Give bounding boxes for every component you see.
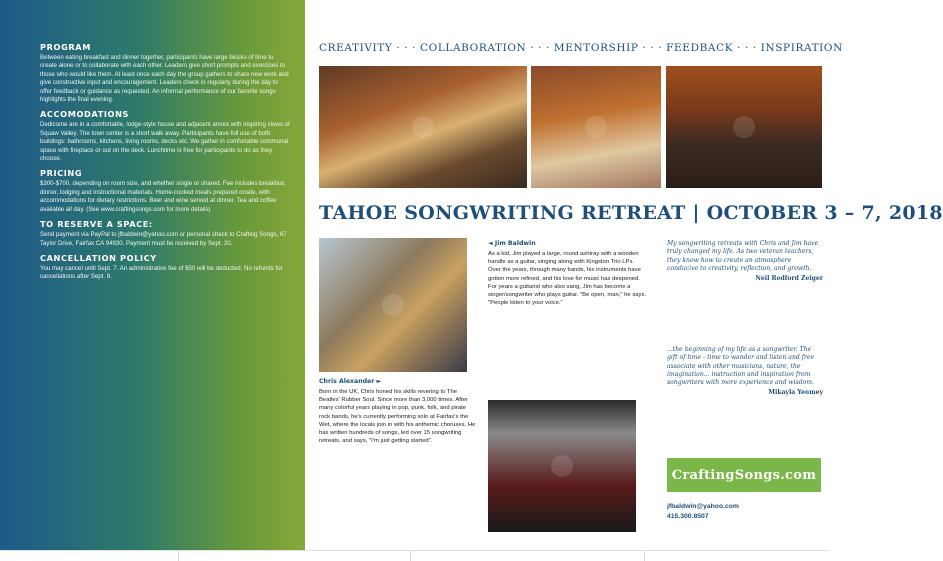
section-heading: PRICING <box>40 168 83 179</box>
photo-icon <box>733 116 755 138</box>
quote-text: My songwriting retreats with Chris and Jim have truly changed my life. As two veteran teachers, they know how to create an atmosphere conducive to creativity, reflection, and growth. <box>667 240 819 272</box>
section-text: Dedicome are in a comfortable, lodge-style house and adjacent annex with inspiring views of Squaw Valley. The town center is a short walk away. Participants have full use of both buildings: bathrooms, kitchens, living rooms, decks etc. We gather in comfortable communal space with fireplace or out on the deck. Lunchtime is free for participants to do as they choose. <box>40 121 290 163</box>
strip-divider <box>644 551 645 561</box>
photo-chris-alexander <box>319 238 467 372</box>
section-accomodations <box>40 109 291 163</box>
section-heading: ACCOMODATIONS <box>40 109 130 120</box>
quote-text: ...the beginning of my life as a songwriter. The gift of time - time to wander and listen and free associate with other musicians, nature, the imagination... instruction and inspiration from songwriters with more experience and wisdom. <box>667 346 815 387</box>
photo-jim-baldwin <box>488 400 636 532</box>
jim-bio: As a kid, Jim played a large, round ashtray with a wooden handle as a guitar, singing along with Kingston Trio LPs. Over the years, through many bands, his instruments have gotten more refined, and his love for music has deepened. For years a guitarist who also sang, Jim has become a singer/songwriter who plays guitar. "Be open, man," he says. "People listen to your voice." <box>488 251 647 307</box>
testimonial-quote-1 <box>667 240 823 283</box>
photo-icon <box>585 116 607 138</box>
photo-icon <box>551 455 573 477</box>
quote-author: Mikayla Yeomey <box>768 389 823 397</box>
section-program <box>40 42 291 104</box>
photo-living-room <box>319 66 527 188</box>
section-reserve <box>40 219 291 248</box>
bottom-strip <box>0 550 830 561</box>
strip-divider <box>178 551 179 561</box>
chris-bio: Born in the UK, Chris honed his skills revering to The Beatles' Rubber Soul. Since more than 3,000 times. After many colorful years playing in pop, punk, folk, and pirate rock bands, he's currently performing solo at Fairfax's the Wet, where the locals join in with his anthemic choruses. He has written hundreds of songs, led over 15 songwriting retreats, and says, "I'm just getting started". <box>319 389 476 445</box>
section-text: Send payment via PayPal to jfbaldwin@yahoo.com or personal check to Crafting Songs, 67 Taylor Drive, Fairfax CA 94930. Payment must be received by Sept. 20. <box>40 231 287 247</box>
contact-phone: 415.300.8507 <box>667 513 709 520</box>
quote-author: Neil Redford Zeiger <box>755 275 823 283</box>
photo-icon <box>412 116 434 138</box>
section-text: $300-$700, depending on room size, and whether single or shared. Fee includes breakfast, dinner, lodging and instructional materials. Home-cooked meals prepared onsite, with accommodations for dietary restrictions. Beer and wine served at dinner. Tea and coffee available all day. (See www.craftingsongs.com for more details) <box>40 180 286 213</box>
sidebar-panel <box>0 0 305 550</box>
main-panel <box>305 0 943 550</box>
photo-icon <box>382 294 404 316</box>
section-heading: TO RESERVE A SPACE: <box>40 219 153 230</box>
section-text: Between eating breakfast and dinner together, participants have large blocks of time to create alone or to collaborate with each other. Leaders give short prompts and exercises to those who would like them. At least once each day the group gathers to share new work and give constructive input and encouragement. Leaders check in regularly during the day to offer feedback or guidance as requested. An informal performance of our favorite songs highlights the final evening. <box>40 54 289 104</box>
contact-email[interactable]: jfbaldwin@yahoo.com <box>667 503 739 510</box>
photo-kitchen <box>666 66 822 188</box>
section-heading: PROGRAM <box>40 42 91 52</box>
testimonial-quote-2 <box>667 346 823 398</box>
section-text: You may cancel until Sept. 7. An administrative fee of $50 will be deducted. No refunds for cancellations after Sept. 8. <box>40 264 283 281</box>
photo-bedroom <box>531 66 661 188</box>
strip-divider <box>410 551 411 561</box>
page-title: TAHOE SONGWRITING RETREAT | OCTOBER 3 – 7, 2018 <box>319 202 943 224</box>
section-pricing <box>40 168 291 214</box>
tagline: CREATIVITY · · · COLLABORATION · · · MENTORSHIP · · · FEEDBACK · · · INSPIRATION <box>319 42 843 54</box>
chris-caption: Chris Alexander ► <box>319 378 382 385</box>
contact-info <box>667 502 739 522</box>
section-heading: CANCELLATION POLICY <box>40 252 157 263</box>
craftingsongs-logo[interactable]: CraftingSongs.com <box>667 458 821 492</box>
section-cancellation <box>40 253 291 282</box>
jim-caption: ◄ Jim Baldwin <box>488 240 536 247</box>
